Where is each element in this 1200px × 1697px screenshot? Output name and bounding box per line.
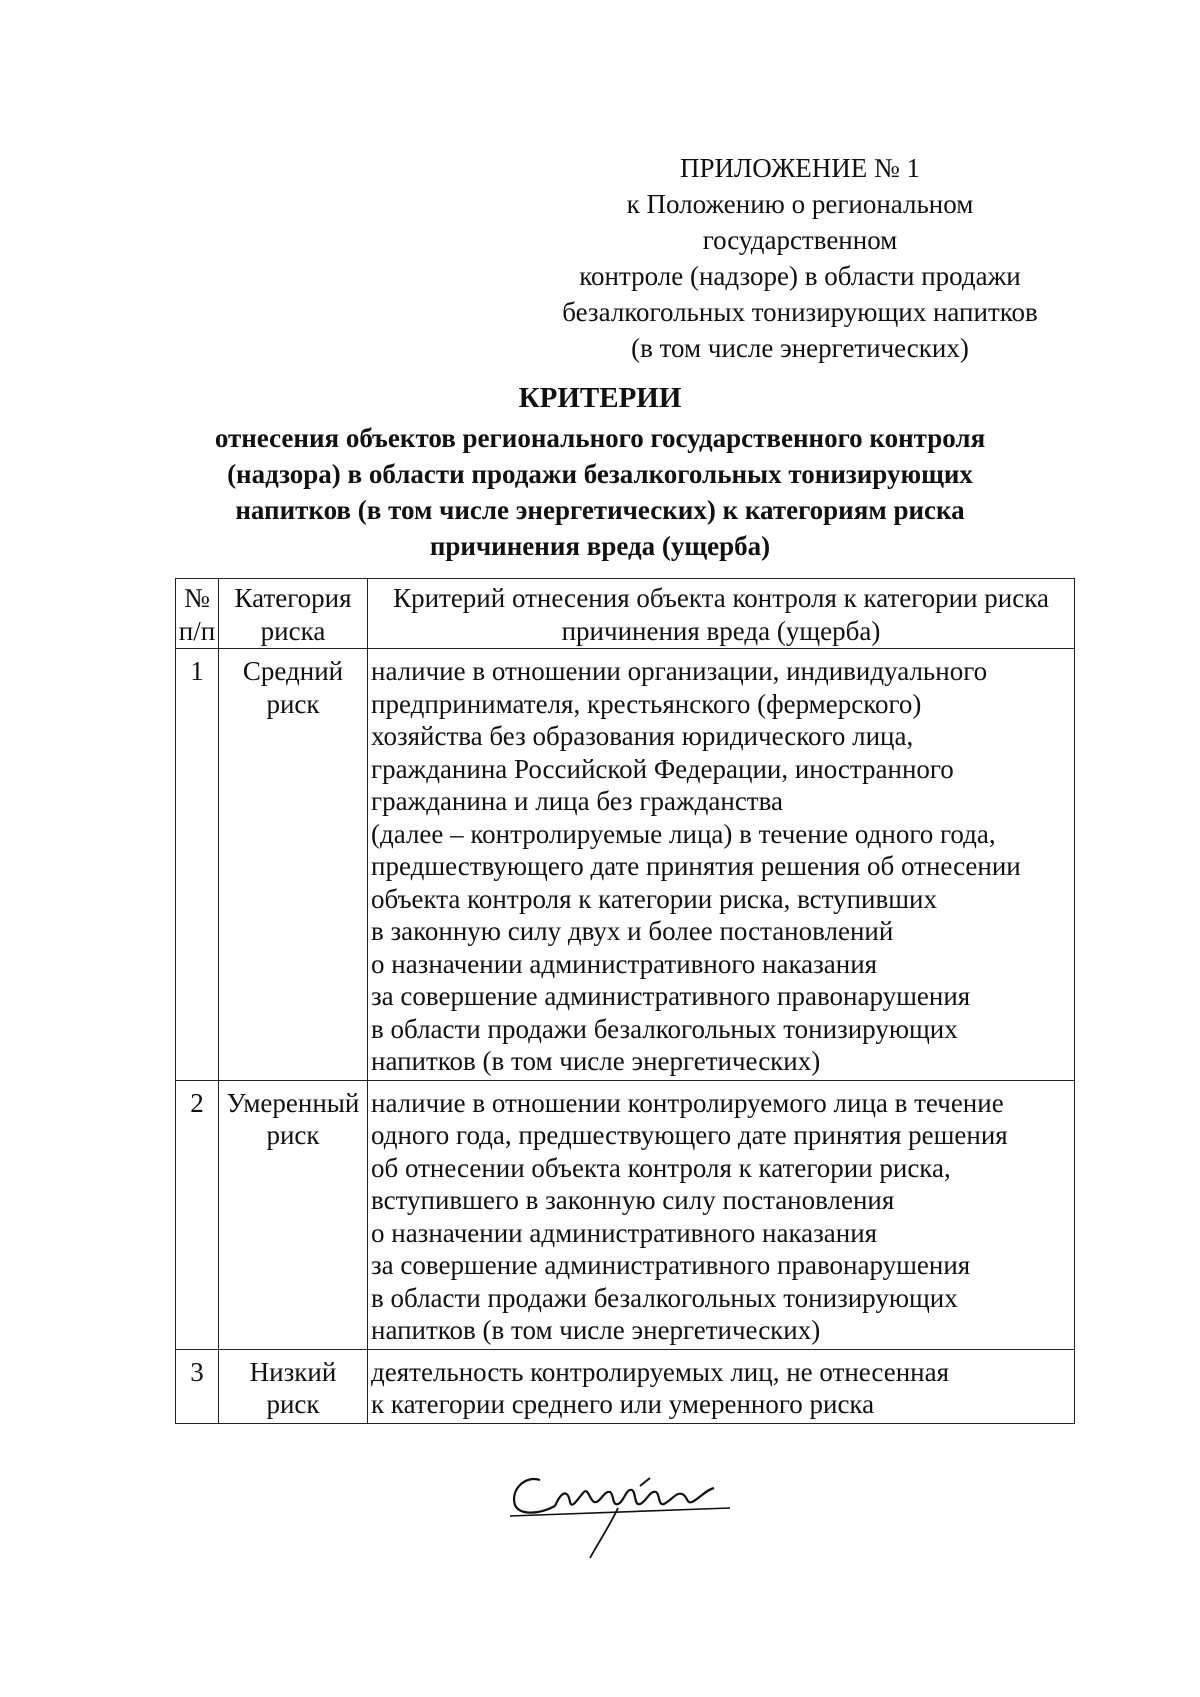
criterion-line: напитков (в том числе энергетических) [371,1315,821,1345]
criterion-line: наличие в отношении организации, индивидуального [371,656,988,686]
annex-line: безалкогольных тонизирующих напитков [562,297,1038,327]
criterion-line: в законную силу двух и более постановлений [371,916,894,946]
criterion-text [368,1349,1075,1423]
header-risk-category: Категория риска [219,579,368,649]
subtitle-line: причинения вреда (ущерба) [429,531,771,561]
risk-category-line: риск [266,1389,320,1419]
row-number: 1 [176,649,219,1081]
criterion-line: в области продажи безалкогольных тонизирующих [371,1282,958,1313]
subtitle-line: (надзора) в области продажи безалкогольных тонизирующих [227,459,973,489]
criterion-line: напитков (в том числе энергетических) [371,1046,821,1076]
annex-line: государственном [702,225,898,255]
table-header-row [176,579,1075,649]
criterion-line: одного года, предшествующего дате принятия решения [371,1120,1008,1150]
header-number: № п/п [176,579,219,649]
criterion-line: предпринимателя, крестьянского (фермерского) [371,688,922,719]
criterion-line: деятельность контролируемых лиц, не отнесенная [371,1356,950,1387]
table-row [176,649,1075,1081]
subtitle-line: отнесения объектов регионального государственного контроля [214,423,986,453]
risk-category-line: риск [266,1120,320,1150]
header-criterion: Критерий отнесения объекта контроля к категории риска причинения вреда (ущерба) [368,579,1075,649]
criterion-text [368,649,1075,1081]
table-body [176,649,1075,1424]
risk-category-line: Умеренный [226,1087,360,1118]
criterion-line: хозяйства без образования юридического лица, [371,721,914,751]
risk-category [219,1349,368,1423]
criterion-line: вступившего в законную силу постановления [371,1185,895,1215]
risk-category-line: Низкий [249,1356,337,1387]
row-number: 3 [176,1349,219,1423]
criterion-line: предшествующего дате принятия решения об отнесении [371,851,1021,881]
criterion-line: за совершение административного правонарушения [371,981,971,1011]
document-subtitle [150,420,1050,564]
document-title: КРИТЕРИИ [518,382,682,414]
risk-category [219,649,368,1081]
criterion-line: гражданина и лица без гражданства [371,786,783,816]
annex-line: ПРИЛОЖЕНИЕ № 1 [679,153,921,183]
criterion-line: объекта контроля к категории риска, вступивших [371,883,937,914]
annex-header [520,150,1080,366]
document-heading [150,380,1050,564]
annex-line: (в том числе энергетических) [631,333,969,363]
risk-category-line: риск [266,688,320,719]
signature [500,1450,760,1570]
criterion-line: (далее – контролируемые лица) в течение одного года, [371,818,996,849]
criterion-line: гражданина Российской Федерации, иностранного [371,753,954,784]
table-row [176,1080,1075,1349]
criterion-line: о назначении административного наказания [371,1217,878,1248]
criterion-line: за совершение административного правонарушения [371,1250,971,1280]
row-number: 2 [176,1080,219,1349]
table-row [176,1349,1075,1423]
annex-line: к Положению о региональном [626,189,974,219]
subtitle-line: напитков (в том числе энергетических) к категориям риска [235,495,965,525]
criterion-line: в области продажи безалкогольных тонизирующих [371,1013,958,1044]
risk-criteria-table [175,578,1075,1424]
criterion-line: о назначении административного наказания [371,948,878,979]
criterion-text [368,1080,1075,1349]
criterion-line: об отнесении объекта контроля к категории риска, [371,1152,951,1183]
criterion-line: наличие в отношении контролируемого лица в течение [371,1087,1004,1118]
annex-line: контроле (надзоре) в области продажи [579,261,1021,291]
criterion-line: к категории среднего или умеренного риска [371,1389,875,1419]
risk-category [219,1080,368,1349]
risk-category-line: Средний [242,656,344,686]
